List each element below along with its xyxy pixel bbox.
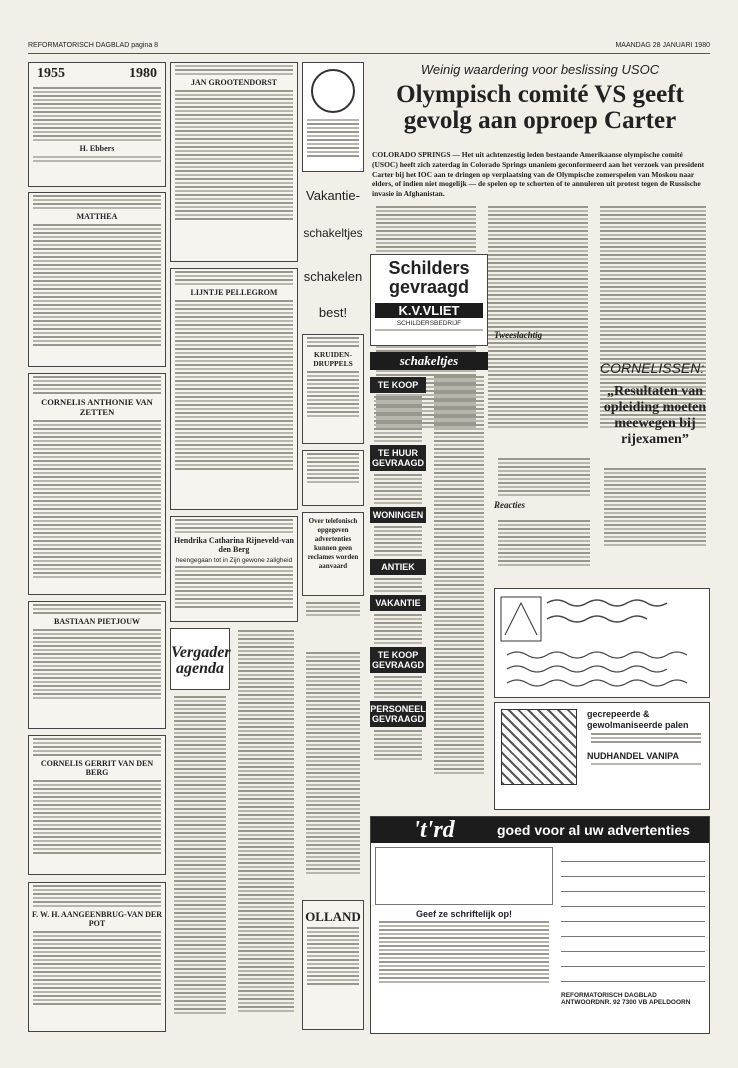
year-left: 1955	[37, 66, 65, 81]
telephone-notice-text: Over telefonisch opgegeven advertenties kunnen geen reclames worden aanvaard	[307, 517, 359, 571]
announcement-grootendorst	[170, 62, 298, 262]
form-line-9[interactable]	[561, 967, 705, 982]
header-left: REFORMATORISCH DAGBLAD pagina 8	[28, 42, 159, 49]
form-line-3[interactable]	[561, 877, 705, 892]
classifieds-col-1	[370, 374, 426, 784]
vergader-list-middle	[234, 628, 298, 1034]
announcement-van-den-berg	[28, 735, 166, 875]
grootendorst-name: JAN GROOTENDORST	[190, 78, 277, 87]
announcement-pellegrom	[170, 268, 298, 510]
rijneveld-name: Hendrika Catharina Rijneveld-van den Berg	[173, 536, 294, 554]
cat-vakantie: VAKANTIE	[370, 595, 426, 611]
mathea-name: MATTHEA	[76, 212, 118, 221]
announcement-1955	[28, 62, 166, 187]
column3-note	[302, 600, 364, 640]
announcement-van-zetten	[28, 373, 166, 595]
cornelissen-header	[600, 360, 710, 380]
subhead-tweeslachtig-text: Tweeslachtig	[494, 330, 543, 340]
vakantie-ad	[302, 176, 364, 216]
handwritten-ad-drawing	[495, 589, 709, 697]
schilders-ad	[370, 254, 488, 346]
kvliet-sub: SCHILDERSBEDRIJF	[396, 319, 462, 327]
cat-te-koop: TE KOOP	[370, 377, 426, 393]
vakantie-text: Vakantie-	[306, 188, 360, 203]
cornelissen-body	[600, 466, 710, 582]
olland-ad	[302, 900, 364, 1030]
schakeltjes-ad	[302, 216, 364, 250]
article-col-2	[484, 204, 592, 450]
form-line-4[interactable]	[561, 892, 705, 907]
dealer-ad	[302, 450, 364, 506]
palen-title: gecrepeerde & gewolmaniseerde palen	[587, 709, 689, 730]
cat-antiek: ANTIEK	[370, 559, 426, 575]
rd-logo: 't'rd	[413, 816, 455, 843]
rd-order-form	[370, 816, 710, 1034]
form-line-8[interactable]	[561, 952, 705, 967]
subhead-reacties-text: Reacties	[494, 500, 525, 510]
schilders-title: Schilders gevraagd	[388, 258, 470, 297]
van-den-berg-name: CORNELIS GERRIT VAN DEN BERG	[40, 759, 154, 777]
vanhoeve-ad	[302, 62, 364, 172]
form-line-1[interactable]	[561, 847, 705, 862]
article-headline	[370, 82, 710, 144]
schakeltjes-banner-text: schakeltjes	[399, 353, 459, 368]
year-right: 1980	[129, 66, 157, 81]
announcement-aangeenbrug	[28, 882, 166, 1032]
form-line-5[interactable]	[561, 907, 705, 922]
announcement-pietjouw	[28, 601, 166, 729]
schakelen-ad	[302, 262, 364, 292]
vanipa-ad	[494, 702, 710, 810]
form-line-2[interactable]	[561, 862, 705, 877]
palen-illustration-icon	[501, 709, 577, 785]
article-lead-text: COLORADO SPRINGS — Het uit achtenzestig leden bestaande Amerikaanse olympische comité (USOC) heeft zich zaterdag in Colorado Springs unaniem geconformeerd aan het verzoek van president Carter bij het IOC aan te dringen op verplaatsing van de Olympische zomerspelen van Moskou naar elders, of indien niet mogelijk — de spelen op te schorten of te annuleren uit protest tegen de Russische invasie in Afghanistan.	[372, 150, 705, 198]
rd-illustration	[375, 847, 553, 905]
cornelissen-title: CORNELISSEN:	[600, 360, 705, 376]
form-line-6[interactable]	[561, 922, 705, 937]
announcement-mathea	[28, 192, 166, 367]
article-headline-text: Olympisch comité VS geeft gevolg aan oproep Carter	[396, 81, 684, 135]
best-ad	[302, 300, 364, 326]
page-header	[28, 42, 710, 54]
subhead-tweeslachtig	[494, 330, 594, 348]
pellegrom-name: LIJNTJE PELLEGROM	[190, 288, 278, 297]
vanipa-brand: NUDHANDEL VANIPA	[587, 750, 680, 761]
signature: H. Ebbers	[79, 144, 115, 153]
telephone-notice	[302, 512, 364, 596]
schakeltjes-text: schakeltjes	[303, 226, 363, 240]
kvliet-logo: K.V.VLIET	[375, 303, 483, 318]
vergader-list-left	[170, 694, 230, 1034]
schakelen-text: schakelen	[303, 269, 363, 284]
cat-personeel: PERSONEEL GEVRAAGD	[370, 701, 426, 727]
van-zetten-name: CORNELIS ANTHONIE VAN ZETTEN	[41, 397, 153, 417]
rijneveld-sub: heengegaan tot in Zijn gewone zaligheid	[175, 557, 293, 564]
article-col-2c	[494, 518, 594, 586]
vergader-list-right	[302, 650, 364, 890]
handwritten-ad	[494, 588, 710, 698]
olland-title: OLLAND	[305, 909, 361, 924]
schakeltjes-banner	[370, 352, 488, 370]
classifieds-col-2	[430, 374, 488, 784]
cornelissen-quote-text: „Resultaten van opleiding moeten meewegen bij rijexamen”	[603, 384, 707, 448]
header-right: MAANDAG 28 JANUARI 1980	[615, 42, 710, 49]
article-lead	[372, 150, 706, 200]
announcement-rijneveld	[170, 516, 298, 622]
cornelissen-quote	[600, 384, 710, 462]
form-line-7[interactable]	[561, 937, 705, 952]
pietjouw-name: BASTIAAN PIETJOUW	[53, 617, 140, 626]
rd-header-title: goed voor al uw advertenties	[497, 822, 690, 838]
best-text: best!	[318, 305, 348, 320]
article-kicker-text: Weinig waardering voor beslissing USOC	[420, 62, 660, 77]
rd-slogan: Geef ze schriftelijk op!	[415, 909, 513, 919]
cat-woningen: WONINGEN	[370, 507, 426, 523]
cat-te-koop-gevraagd: TE KOOP GEVRAAGD	[370, 647, 426, 673]
vanhoeve-logo-icon	[311, 69, 355, 113]
cat-te-huur: TE HUUR GEVRAAGD	[370, 445, 426, 471]
kruiden-ad	[302, 334, 364, 444]
rd-return-address: REFORMATORISCH DAGBLAD ANTWOORDNR. 92 7300 VB APELDOORN	[561, 992, 691, 1006]
vergader-title: Vergader agenda	[171, 644, 231, 677]
article-kicker	[370, 62, 710, 80]
aangeenbrug-name: F. W. H. AANGEENBRUG-VAN DER POT	[31, 910, 163, 928]
vergader-logo	[170, 628, 230, 690]
kruiden-title: KRUIDEN-DRUPPELS	[313, 350, 353, 368]
